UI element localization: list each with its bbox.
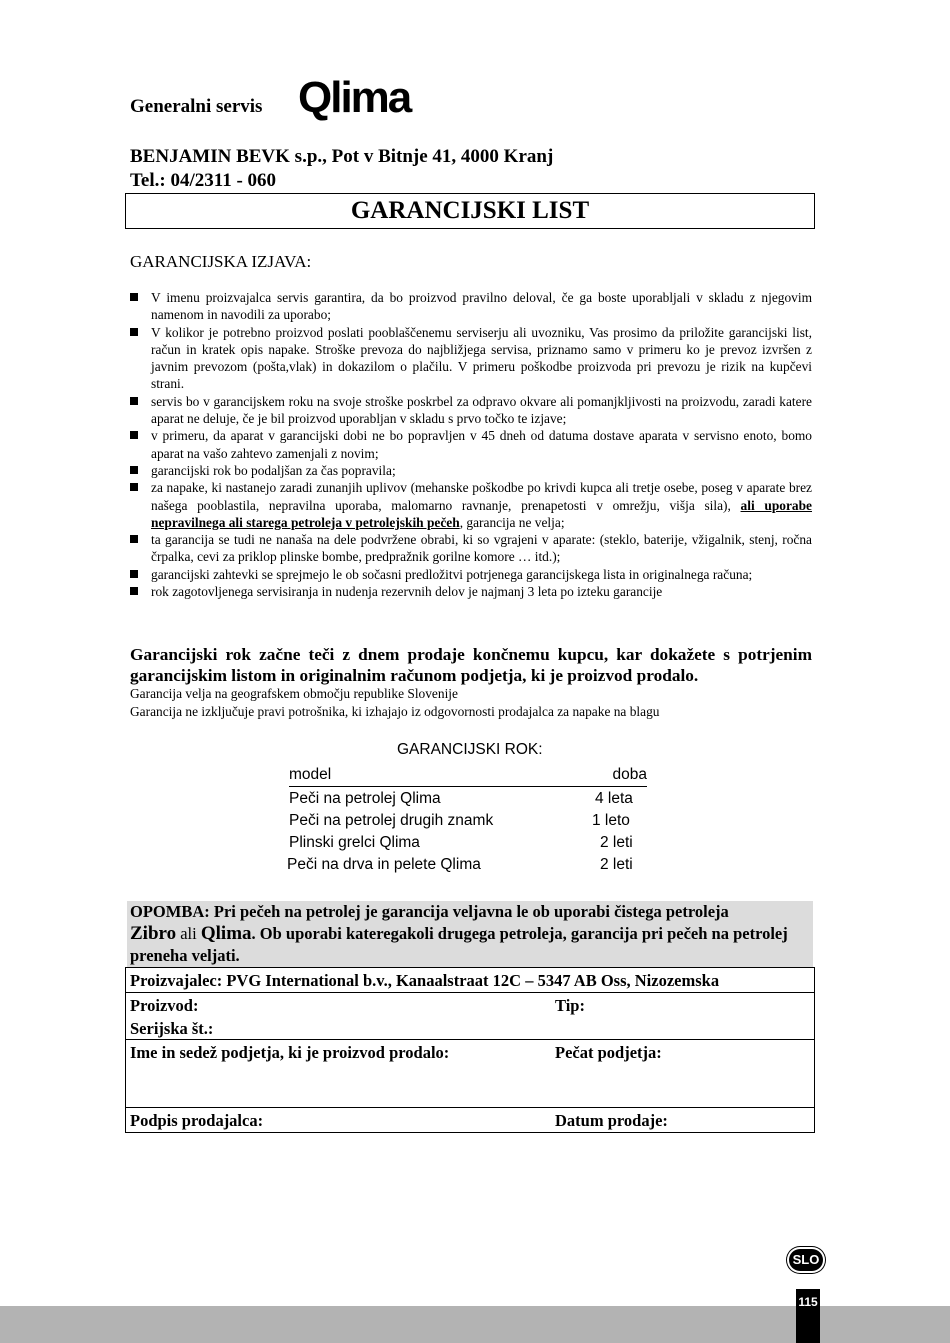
- bullet-square-icon: [130, 431, 138, 439]
- signature-label: Podpis prodajalca:: [130, 1111, 264, 1130]
- sale-date-label: Datum prodaje:: [555, 1111, 668, 1130]
- page-number: 115: [798, 1295, 818, 1309]
- list-item: V imenu proizvajalca servis garantira, da bo proizvod pravilno deloval, če ga boste uporabljali v skladu z njegovim namenom in navodili za uporabo;: [130, 289, 812, 324]
- declaration-heading: GARANCIJSKA IZJAVA:: [130, 252, 312, 271]
- list-item: V kolikor je potrebno proizvod poslati pooblaščenemu serviserju ali uvozniku, Vas prosimo da priložite garancijski list, račun in kratek opis napake. Stroške prevoza do najbližjega servisa, priznamo samo v primeru ko je prevoz izvršen z javnim prevozom (pošta,vlak) in dokazilom o plačilu. V primeru poškodbe proizvoda pri prevozu je rizik na kupčevi strani.: [130, 324, 812, 393]
- column-header-model: model: [289, 766, 332, 783]
- table-row: Peči na petrolej Qlima 4 leta: [289, 790, 633, 807]
- bullet-square-icon: [130, 328, 138, 336]
- svg-text:Qlima: Qlima: [298, 73, 411, 122]
- list-item: servis bo v garancijskem roku na svoje stroške poskrbel za odpravo okvare ali pomanjkljivosti na proizvodu, zaradi katere aparat ne deluje, če je bil proizvod uporabljan v skladu s prvo točko te izjave;: [130, 393, 812, 428]
- company-address: BENJAMIN BEVK s.p., Pot v Bitnje 41, 4000 Kranj: [130, 146, 554, 167]
- bullet-square-icon: [130, 570, 138, 578]
- table-row: Peči na drva in pelete Qlima 2 leti: [287, 856, 633, 873]
- bullet-square-icon: [130, 535, 138, 543]
- emphasized-exclusion: ali uporabe nepravilnega ali starega petroleja v petrolejskih pečeh: [151, 497, 812, 530]
- note-territory: Garancija velja na geografskem območju republike Slovenije: [130, 686, 458, 701]
- table-row: Peči na petrolej drugih znamk 1 leto: [289, 812, 630, 829]
- qlima-logo: [298, 72, 438, 126]
- service-label: Generalni servis: [130, 96, 263, 117]
- stamp-label: Pečat podjetja:: [555, 1043, 662, 1062]
- bullet-square-icon: [130, 293, 138, 301]
- note-consumer-rights: Garancija ne izključuje pravi potrošnika, ki izhajajo iz odgovornosti prodajalca za napake na blagu: [130, 704, 660, 719]
- list-item: v primeru, da aparat v garancijski dobi ne bo popravljen v 45 dneh od datuma dostave aparata v servisno enoto, bomo aparat na vašo zahtevo zamenjali z novim;: [130, 427, 812, 462]
- company-phone: Tel.: 04/2311 - 060: [130, 170, 277, 191]
- list-item: za napake, ki nastanejo zaradi zunanjih uplivov (mehanske poškodbe po krivdi kupca ali tretje osebe, poseg v aparate brez našega pooblastila, nepravilna uporaba, malomarno ravnanje, prenapetosti v omrežju, višja sila), ali uporabe nepravilnega ali starega petroleja v petrolejskih pečeh, garancija ne velja;: [130, 479, 812, 531]
- declaration-list: [130, 289, 812, 600]
- bullet-square-icon: [130, 587, 138, 595]
- note-box: OPOMBA: Pri pečeh na petrolej je garancija veljavna le ob uporabi čistega petroleja Zibro ali Qlima. Ob uporabi kateregakoli drugega petroleja, garancija pri pečeh na petrolej preneha veljati.: [127, 901, 813, 967]
- manufacturer-line: Proizvajalec: PVG International b.v., Kanaalstraat 12C – 5347 AB Oss, Nizozemska: [130, 971, 720, 990]
- column-header-period: doba: [612, 766, 647, 783]
- warranty-period-header: [289, 766, 647, 787]
- product-label: Proizvod:: [130, 996, 199, 1015]
- warranty-form: [125, 967, 815, 1133]
- page-title: GARANCIJSKI LIST: [125, 193, 815, 229]
- list-item: ta garancija se tudi ne nanaša na dele podvržene obrabi, ki so vgrajeni v aparate: (steklo, baterije, vžigalnik, stenj, ročna črpalka, cevi za priklop plinske bombe, predpražnik gorilne komore … itd.);: [130, 531, 812, 566]
- list-item: garancijski rok bo podaljšan za čas popravila;: [130, 462, 812, 479]
- warranty-period-title: GARANCIJSKI ROK:: [397, 741, 543, 758]
- language-badge: SLO: [789, 1249, 823, 1271]
- bullet-square-icon: [130, 397, 138, 405]
- seller-company-label: Ime in sedež podjetja, ki je proizvod prodalo:: [130, 1043, 450, 1062]
- table-row: Plinski grelci Qlima 2 leti: [289, 834, 633, 851]
- list-item: garancijski zahtevki se sprejmejo le ob sočasni predložitvi potrjenega garancijskega lista in originalnega računa;: [130, 566, 812, 583]
- serial-label: Serijska št.:: [130, 1019, 214, 1038]
- bullet-square-icon: [130, 466, 138, 474]
- type-label: Tip:: [555, 996, 585, 1015]
- list-item: rok zagotovljenega servisiranja in nudenja rezervnih delov je najmanj 3 leta po izteku garancije: [130, 583, 812, 600]
- warranty-start-statement: Garancijski rok začne teči z dnem prodaje končnemu kupcu, kar dokažete s potrjenim garancijskim listom in originalnim računom podjetja, ki je proizvod prodalo.: [130, 645, 812, 685]
- bullet-square-icon: [130, 483, 138, 491]
